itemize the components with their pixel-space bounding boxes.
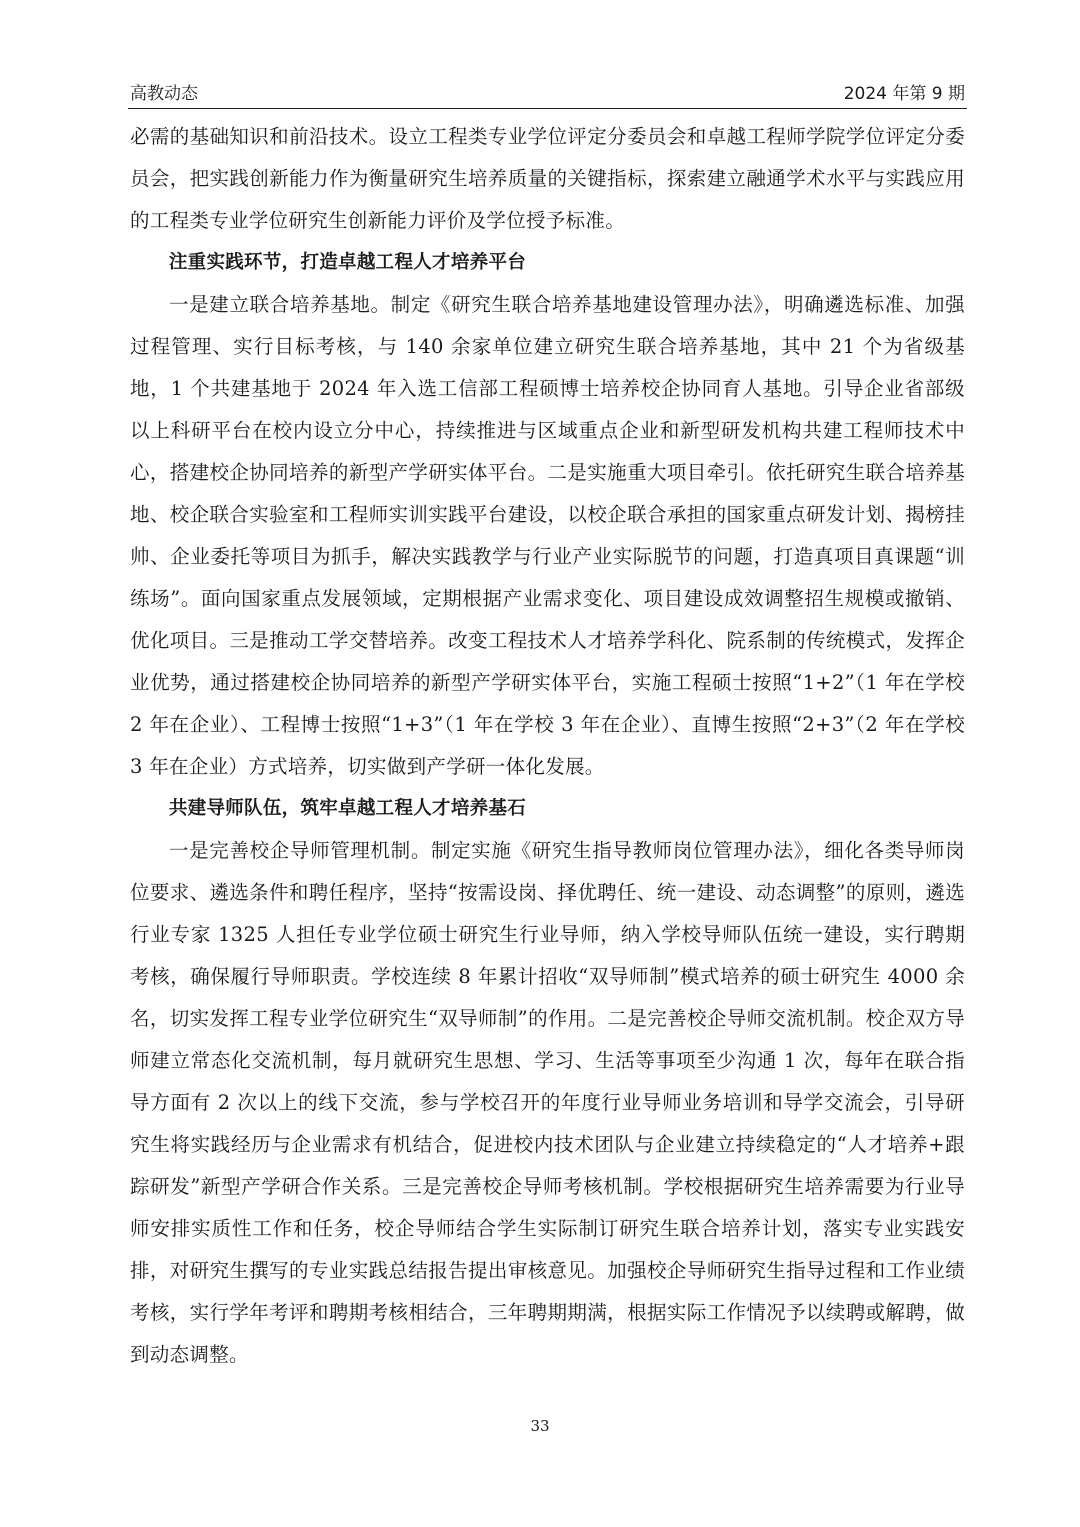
article-body: [130, 116, 965, 1376]
journal-name: 高教动态: [130, 84, 198, 104]
section-paragraph-mentors: 一是完善校企导师管理机制。制定实施《研究生指导教师岗位管理办法》，细化各类导师岗位要求、遴选条件和聘任程序，坚持“按需设岗、择优聘任、统一建设、动态调整”的原则，遴选行业专家 1325 人担任专业学位硕士研究生行业导师，纳入学校导师队伍统一建设，实行聘期考核，确保履行导师职责。学校连续 8 年累计招收“双导师制”模式培养的硕士研究生 4000 余名，切实发挥工程专业学位研究生“双导师制”的作用。二是完善校企导师交流机制。校企双方导师建立常态化交流机制，每月就研究生思想、学习、生活等事项至少沟通 1 次，每年在联合指导方面有 2 次以上的线下交流，参与学校召开的年度行业导师业务培训和导学交流会，引导研究生将实践经历与企业需求有机结合，促进校内技术团队与企业建立持续稳定的“人才培养+跟踪研发”新型产学研合作关系。三是完善校企导师考核机制。学校根据研究生培养需要为行业导师安排实质性工作和任务，校企导师结合学生实际制订研究生联合培养计划，落实专业实践安排，对研究生撰写的专业实践总结报告提出审核意见。加强校企导师研究生指导过程和工作业绩考核，实行学年考评和聘期考核相结合，三年聘期期满，根据实际工作情况予以续聘或解聘，做到动态调整。: [130, 839, 965, 1366]
header-rule: [128, 108, 967, 109]
intro-paragraph: 必需的基础知识和前沿技术。设立工程类专业学位评定分委员会和卓越工程师学院学位评定分委员会，把实践创新能力作为衡量研究生培养质量的关键指标，探索建立融通学术水平与实践应用的工程类专业学位研究生创新能力评价及学位授予标准。: [130, 125, 965, 232]
issue-label: 2024 年第 9 期: [843, 84, 965, 104]
section-heading-practice: 注重实践环节，打造卓越工程人才培养平台: [168, 252, 527, 273]
section-heading-mentors: 共建导师队伍，筑牢卓越工程人才培养基石: [168, 798, 527, 819]
page-number: 33: [530, 1417, 550, 1435]
running-header: [130, 78, 965, 106]
section-paragraph-practice: 一是建立联合培养基地。制定《研究生联合培养基地建设管理办法》，明确遴选标准、加强过程管理、实行目标考核，与 140 余家单位建立研究生联合培养基地，其中 21 个为省级基地，1 个共建基地于 2024 年入选工信部工程硕博士培养校企协同育人基地。引导企业省部级以上科研平台在校内设立分中心，持续推进与区域重点企业和新型研发机构共建工程师技术中心，搭建校企协同培养的新型产学研实体平台。二是实施重大项目牵引。依托研究生联合培养基地、校企联合实验室和工程师实训实践平台建设，以校企联合承担的国家重点研发计划、揭榜挂帅、企业委托等项目为抓手，解决实践教学与行业产业实际脱节的问题，打造真项目真课题“训练场”。面向国家重点发展领域，定期根据产业需求变化、项目建设成效调整招生规模或撤销、优化项目。三是推动工学交替培养。改变工程技术人才培养学科化、院系制的传统模式，发挥企业优势，通过搭建校企协同培养的新型产学研实体平台，实施工程硕士按照“1+2”（1 年在学校 2 年在企业）、工程博士按照“1+3”（1 年在学校 3 年在企业）、直博生按照“2+3”（2 年在学校 3 年在企业）方式培养，切实做到产学研一体化发展。: [130, 293, 965, 778]
